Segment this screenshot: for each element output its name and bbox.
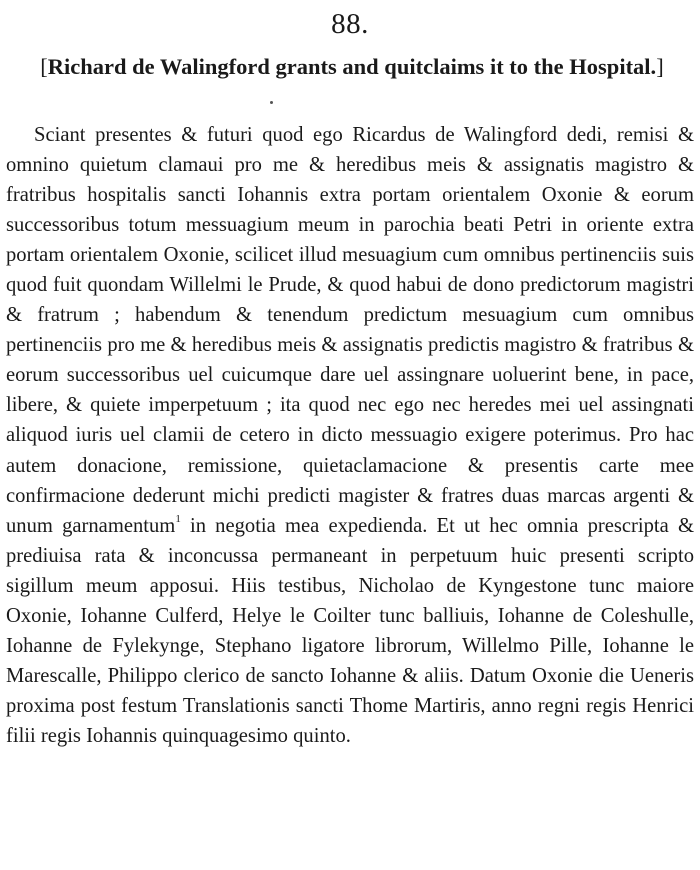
heading-text: Richard de Walingford grants and quitclaims it to the Hospital.: [47, 54, 657, 79]
stray-print-mark: [270, 101, 273, 104]
heading-close-bracket: ]: [656, 54, 664, 79]
charter-body-part-2: in negotia mea expedienda. Et ut hec omnia prescripta & prediuisa rata & inconcussa permaneant in perpetuum huic presenti scripto sigillum meum apposui. Hiis testibus, Nicholao de Kyngestone tunc maiore Oxonie, Iohanne Culferd, Helye le Coilter tunc balliuis, Iohanne de Coleshulle, Iohanne de Fylekynge, Stephano ligatore librorum, Willelmo Pille, Iohanne le Marescalle, Philippo clerico de sancto Iohanne & aliis. Datum Oxonie die Ueneris proxima post festum Translationis sancti Thome Martiris, anno regni regis Henrici filii regis Iohannis quinquagesimo quinto.: [6, 514, 694, 747]
page-number: 88.: [331, 8, 369, 40]
footnote-reference: 1: [175, 512, 181, 525]
charter-body: [6, 120, 694, 751]
heading-open-bracket: [: [40, 54, 48, 79]
charter-heading: [24, 52, 680, 82]
charter-body-part-1: Sciant presentes & futuri quod ego Ricardus de Walingford dedi, remisi & omnino quietum clamaui pro me & heredibus meis & assignatis magistro & fratribus hospitalis sancti Iohannis extra portam orientalem Oxonie & eorum successoribus totum messuagium meum in parochia beati Petri in oriente extra portam orientalem Oxonie, scilicet illud mesuagium cum omnibus pertinenciis suis quod fuit quondam Willelmi le Prude, & quod habui de dono predictorum magistri & fratrum ; habendum & tenendum predictum mesuagium cum omnibus pertinenciis pro me & heredibus meis & assignatis predictis magistro & fratribus & eorum successoribus uel cuicumque dare uel assingnare uoluerint bene, in pace, libere, & quiete imperpetuum ; ita quod nec ego nec heredes mei uel assingnati aliquod iuris uel clamii de cetero in dicto messuagio exigere poterimus. Pro hac autem donacione, remissione, quietaclamacione & presentis carte mee confirmacione dederunt michi predicti magister & fratres duas marcas argenti & unum garnamentum: [6, 124, 694, 537]
